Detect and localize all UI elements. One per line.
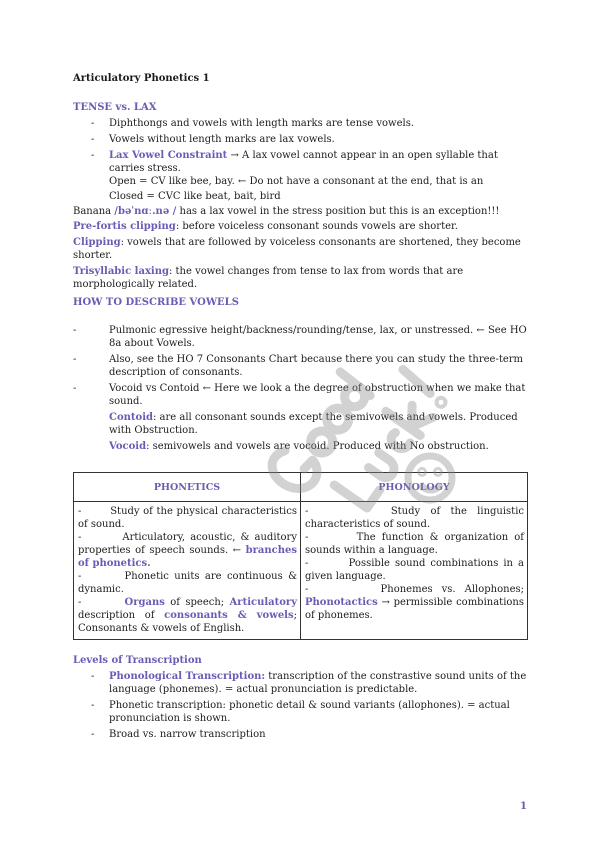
definition-trisyllabic-laxing: Trisyllabic laxing: the vowel changes from tense to lax from words that are morphologically related. bbox=[73, 266, 464, 290]
lax-vowel-constraint-term: Lax Vowel Constraint bbox=[109, 150, 228, 161]
column-header-phonology: PHONOLOGY bbox=[301, 473, 528, 502]
dash-bullet: - bbox=[91, 118, 95, 129]
tense-lax-heading: TENSE vs. LAX bbox=[73, 102, 157, 113]
column-header-phonetics: PHONETICS bbox=[74, 473, 301, 502]
closed-syllable-line: Closed = CVC like beat, bait, bird bbox=[109, 191, 281, 202]
open-syllable-line: Open = CV like bee, bay. ← Do not have a consonant at the end, that is an bbox=[109, 176, 484, 187]
list-item: - Phonetic transcription: phonetic detail & sound variants (allophones). = actual pronunciation is shown. bbox=[91, 700, 510, 724]
phonetics-phonology-table bbox=[73, 472, 528, 640]
cell-item: - Study of the physical characteristics of sound. bbox=[78, 506, 297, 530]
list-item: - Phonological Transcription: transcription of the constrastive sound units of the language (phonemes). = actual pronunciation is predictable. bbox=[91, 671, 527, 695]
cell-item: - Phonemes vs. Allophones; Phonotactics → permissible combinations of phonemes. bbox=[305, 584, 524, 621]
definitions-section bbox=[73, 220, 528, 291]
definition-clipping: Clipping: vowels that are followed by voiceless consonants are shortened, they become shorter. bbox=[73, 237, 521, 261]
phonology-cell bbox=[301, 502, 528, 640]
vocoid-definition: Vocoid: semivowels and vowels are vocoid. Produced with No obstruction. bbox=[109, 441, 489, 452]
page-title: Articulatory Phonetics 1 bbox=[73, 73, 210, 84]
cell-item: - The function & organization of sounds within a language. bbox=[305, 532, 525, 556]
dash-bullet: - bbox=[91, 700, 95, 711]
dash-bullet: - bbox=[91, 134, 95, 145]
dash-bullet: - bbox=[91, 671, 95, 682]
cell-item: - Study of the linguistic characteristics of sound. bbox=[305, 506, 525, 530]
table-header-row bbox=[74, 473, 528, 502]
contoid-definition: Contoid: are all consonant sounds except the semivowels and vowels. Produced with Obstruction. bbox=[109, 412, 518, 436]
list-item: - Vowels without length marks are lax vowels. bbox=[91, 134, 335, 145]
vowels-heading: HOW TO DESCRIBE VOWELS bbox=[73, 297, 239, 308]
phonetics-cell bbox=[74, 502, 301, 640]
cell-item: - Articulatory, acoustic, & auditory properties of speech sounds. ← branches of phonetics. bbox=[78, 532, 297, 569]
definition-pre-fortis: Pre-fortis clipping: before voiceless consonant sounds vowels are shorter. bbox=[73, 221, 458, 232]
vowels-paragraph: - Also, see the HO 7 Consonants Chart because there you can study the three-term description of consonants. bbox=[73, 354, 524, 378]
levels-heading: Levels of Transcription bbox=[73, 655, 202, 666]
vowels-paragraph: - Pulmonic egressive height/backness/rounding/tense, lax, or unstressed. ← See HO 8a about Vowels. bbox=[73, 325, 527, 349]
dash-bullet: - bbox=[73, 383, 77, 394]
cell-item: - Phonetic units are continuous & dynamic. bbox=[78, 571, 298, 595]
tense-lax-section bbox=[73, 101, 528, 218]
page-number: 1 bbox=[520, 801, 527, 812]
table-row bbox=[74, 502, 528, 640]
dash-bullet: - bbox=[73, 325, 77, 336]
cell-item: - Organs of speech; Articulatory description of consonants & vowels; Consonants & vowels of English. bbox=[78, 597, 297, 634]
vowels-paragraph: - Vocoid vs Contoid ← Here we look a the degree of obstruction when we make that sound. bbox=[73, 383, 526, 407]
list-item: - Broad vs. narrow transcription bbox=[91, 729, 266, 740]
dash-bullet: - bbox=[73, 354, 77, 365]
cell-item: - Possible sound combinations in a given language. bbox=[305, 558, 524, 582]
dash-bullet: - bbox=[91, 150, 95, 161]
dash-bullet: - bbox=[91, 729, 95, 740]
vowels-section bbox=[73, 324, 528, 453]
list-item: - Diphthongs and vowels with length marks are tense vowels. bbox=[91, 118, 415, 129]
banana-ipa: /bəˈnɑː.nə / bbox=[114, 206, 177, 217]
levels-section bbox=[73, 654, 528, 741]
banana-line: Banana /bəˈnɑː.nə / has a lax vowel in the stress position but this is an exception!!! bbox=[73, 206, 500, 217]
list-item: - Lax Vowel Constraint → A lax vowel cannot appear in an open syllable that carries stress. bbox=[91, 150, 498, 174]
